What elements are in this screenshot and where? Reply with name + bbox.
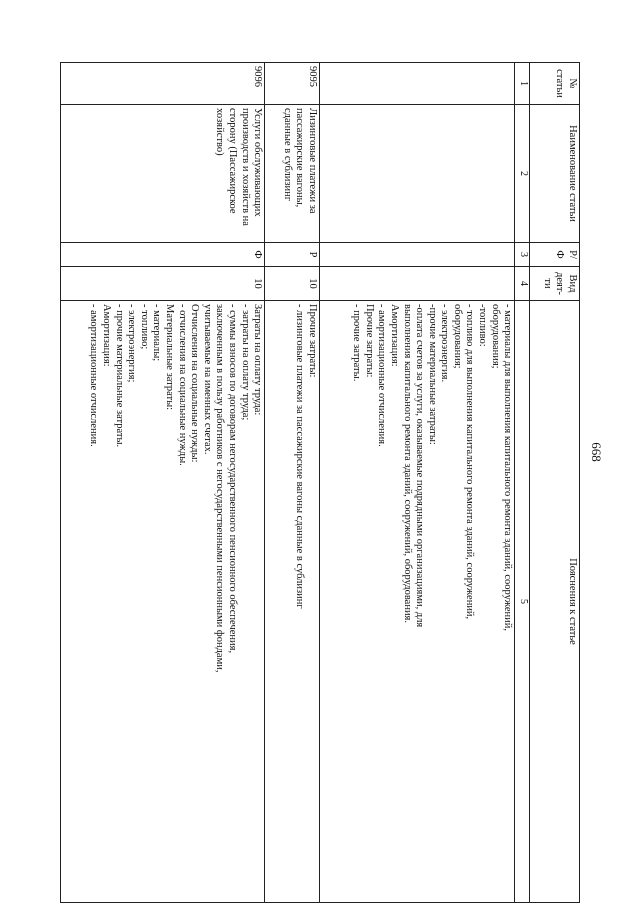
header-article-number: № статьи — [529, 63, 579, 105]
explanation-line: - отчисления на социальные нужды. — [176, 304, 188, 466]
article-name-cell — [265, 105, 320, 243]
column-number: 5 — [515, 301, 529, 903]
explanation-line: - суммы взносов по договорам негосударственного пенсионного обеспечения, — [226, 304, 238, 654]
page-number: 668 — [589, 442, 604, 462]
explanation-line: - амортизационные отчисления. — [376, 304, 388, 447]
explanation-line: - материалы; — [151, 304, 163, 362]
table-row — [319, 63, 514, 903]
column-number: 4 — [515, 267, 529, 301]
article-number-cell — [319, 63, 514, 105]
header-row — [529, 63, 579, 903]
article-table — [60, 62, 580, 903]
article-name-cell — [61, 105, 265, 243]
article-name: Лизинговые платежи за пассажирские вагоны, сданные в сублизинг — [281, 108, 318, 214]
explanation-line: - затраты на оплату труда; — [239, 304, 251, 421]
explanation-cell — [265, 301, 320, 903]
article-number-cell: 9095 — [265, 63, 320, 105]
header-rf: Р/ Ф — [529, 243, 579, 267]
explanation-line: Затраты на оплату труда: — [252, 304, 264, 416]
explanation-line: Материальные затраты: — [163, 304, 175, 411]
explanation-line: -оплата счетов за услуги, оказываемые подрядными организациями, для — [414, 304, 426, 628]
explanation-line: Амортизация: — [388, 304, 400, 367]
explanation-cell — [319, 301, 514, 903]
table-row — [61, 63, 265, 903]
explanation-line: оборудования; — [489, 304, 501, 369]
explanation-line: Амортизация: — [101, 304, 112, 367]
explanation-line: - лизинговые платежи за пассажирские вагоны сданные в сублизинг — [294, 304, 306, 609]
explanation-line: учитываемые на именных счетах. — [201, 304, 213, 455]
rf-cell — [319, 243, 514, 267]
article-name-cell — [319, 105, 514, 243]
explanation-line: - электроэнергия; — [126, 304, 138, 383]
activity-cell — [319, 267, 514, 301]
column-number: 1 — [515, 63, 529, 105]
explanation-line: заключенным в пользу работников с негосударственными пенсионными фондами, — [214, 304, 226, 673]
explanation-line: - электроэнергия. — [439, 304, 451, 383]
explanation-line: -прочие материальные затраты: — [426, 304, 438, 445]
activity-cell: 10 — [61, 267, 265, 301]
table-row — [265, 63, 320, 903]
rf-cell: Р — [265, 243, 320, 267]
article-name: Услуги обслуживающих производств и хозяйств на сторону (Пассажирское хозяйство) — [214, 108, 264, 226]
explanation-line: - прочие затраты. — [351, 304, 363, 382]
explanation-line: - материалы для выполнения капитального ремонта зданий, сооружений, — [502, 304, 514, 631]
header-activity-type: Вид деят-ти — [529, 267, 579, 301]
explanation-line: - топливо для выполнения капитального ремонта зданий, сооружений, — [464, 304, 476, 620]
article-number-cell: 9096 — [61, 63, 265, 105]
rotated-table-container — [60, 62, 580, 902]
explanation-line: оборудования; — [451, 304, 463, 369]
activity-cell: 10 — [265, 267, 320, 301]
explanation-line: Прочие затраты: — [363, 304, 375, 378]
explanation-line: - амортизационные отчисления. — [88, 304, 100, 447]
explanation-line: - топливо; — [138, 304, 150, 350]
explanation-line: выполнения капитального ремонта зданий, сооружений, оборудования. — [401, 304, 413, 624]
explanation-line: -топливо: — [477, 304, 489, 347]
column-number-row — [515, 63, 529, 903]
explanation-line: Прочие затраты: — [306, 304, 318, 378]
header-explanations: Пояснения к статье — [529, 301, 579, 903]
rf-cell: Ф — [61, 243, 265, 267]
explanation-cell — [61, 301, 265, 903]
explanation-line: Отчисления на социальные нужды: — [189, 304, 201, 463]
header-article-name: Наименование статьи — [529, 105, 579, 243]
explanation-line: - прочие материальные затраты. — [113, 304, 125, 448]
column-number: 3 — [515, 243, 529, 267]
column-number: 2 — [515, 105, 529, 243]
